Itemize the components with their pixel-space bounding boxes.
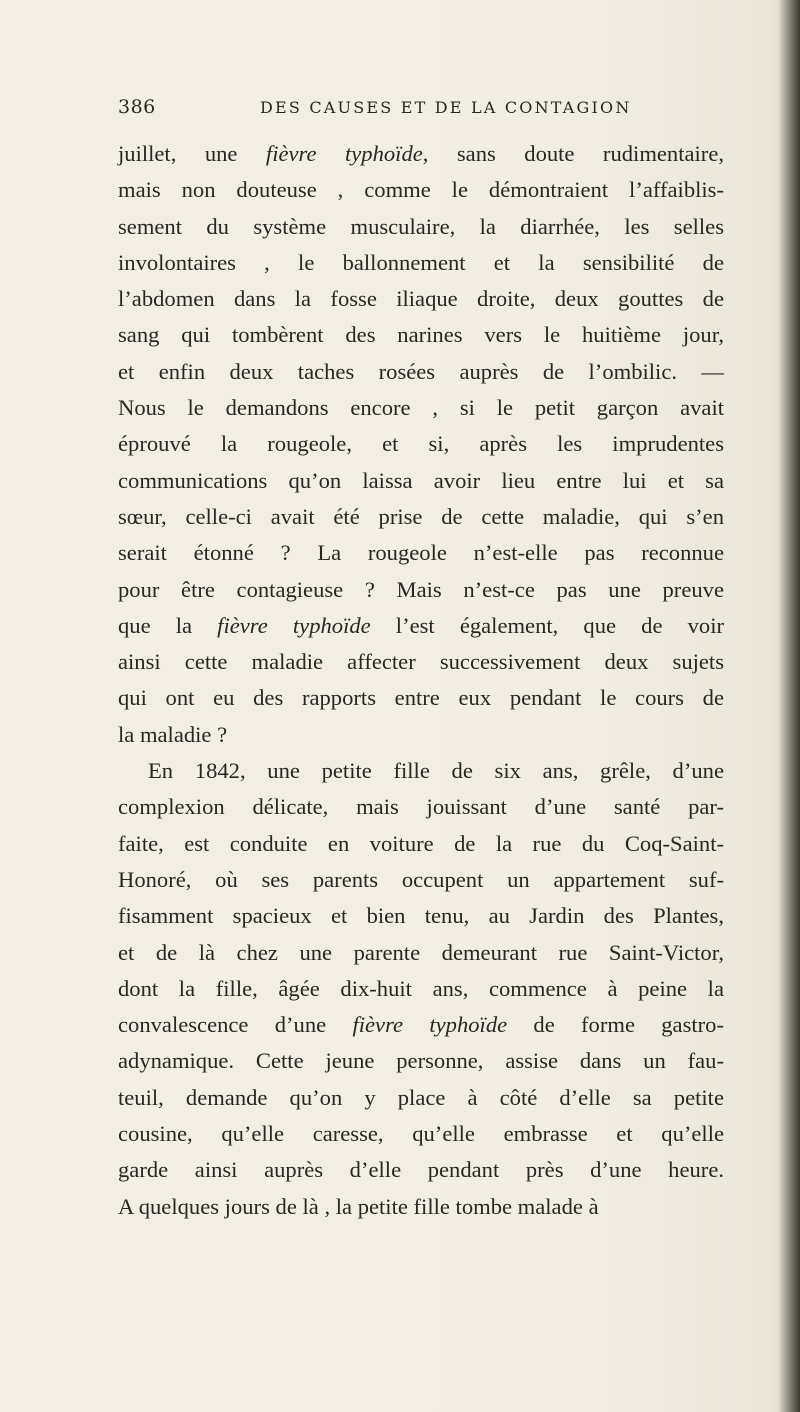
text-line: [118, 136, 724, 172]
text-segment: dont la fille, âgée dix-huit ans, commence à peine la: [118, 975, 724, 1001]
text-line: [118, 390, 724, 426]
text-line: [118, 463, 724, 499]
text-segment: cousine, qu’elle caresse, qu’elle embrasse et qu’elle: [118, 1121, 724, 1147]
text-segment: l’abdomen dans la fosse iliaque droite, deux gouttes de: [118, 286, 724, 312]
text-line: [118, 209, 724, 245]
text-line: [118, 499, 724, 535]
text-segment: que la: [118, 612, 218, 638]
page-number: 386: [118, 96, 156, 118]
text-segment: garde ainsi auprès d’elle pendant près d’une heure.: [118, 1157, 724, 1183]
italic-text: fièvre typhoïde: [217, 612, 371, 638]
text-line: [118, 1116, 724, 1152]
text-segment: l’est également, que de voir: [370, 612, 724, 638]
text-segment: Honoré, où ses parents occupent un appartement suf-: [118, 866, 724, 892]
text-line: [118, 317, 724, 353]
text-segment: qui ont eu des rapports entre eux pendant le cours de: [118, 685, 724, 711]
text-line: [118, 789, 724, 825]
text-segment: adynamique. Cette jeune personne, assise dans un fau-: [118, 1048, 724, 1074]
text-segment: juillet, une: [118, 141, 266, 166]
italic-text: fièvre typhoïde: [352, 1012, 508, 1038]
text-segment: pour être contagieuse ? Mais n’est-ce pas une preuve: [118, 576, 724, 602]
text-line: [118, 172, 724, 208]
text-segment: et enfin deux taches rosées auprès de l’ombilic. —: [118, 358, 724, 384]
text-segment: En 1842, une petite fille de six ans, grêle, d’une: [148, 758, 724, 784]
text-line: [118, 426, 724, 462]
binding-shadow: [778, 0, 800, 1412]
text-segment: la maladie ?: [118, 721, 228, 747]
text-segment: éprouvé la rougeole, et si, après les imprudentes: [118, 431, 724, 457]
text-line: [118, 971, 724, 1007]
text-line: [118, 1007, 724, 1043]
text-line: [118, 753, 724, 789]
text-segment: de forme gastro-: [507, 1012, 724, 1038]
text-line: [118, 1080, 724, 1116]
text-segment: teuil, demande qu’on y place à côté d’elle sa petite: [118, 1084, 724, 1110]
text-segment: ainsi cette maladie affecter successivement deux sujets: [118, 649, 724, 675]
text-line: [118, 826, 724, 862]
text-segment: faite, est conduite en voiture de la rue du Coq-Saint-: [118, 830, 724, 856]
text-line: [118, 281, 724, 317]
text-line: [118, 572, 724, 608]
text-segment: communications qu’on laissa avoir lieu entre lui et sa: [118, 467, 724, 493]
text-line: [118, 1189, 724, 1225]
running-title: DES CAUSES ET DE LA CONTAGION: [260, 98, 632, 117]
text-segment: complexion délicate, mais jouissant d’une santé par-: [118, 794, 724, 820]
text-line: [118, 717, 724, 753]
text-segment: serait étonné ? La rougeole n’est-elle pas reconnue: [118, 540, 724, 566]
text-segment: sang qui tombèrent des narines vers le huitième jour,: [118, 322, 724, 348]
text-line: [118, 354, 724, 390]
text-segment: sement du système musculaire, la diarrhée, les selles: [118, 213, 724, 239]
italic-text: fièvre typhoïde: [265, 141, 423, 166]
body-text: [118, 136, 724, 1225]
text-line: [118, 862, 724, 898]
text-segment: A quelques jours de là , la petite fille tombe malade à: [118, 1193, 599, 1219]
text-line: [118, 898, 724, 934]
text-line: [118, 680, 724, 716]
text-segment: et de là chez une parente demeurant rue Saint-Victor,: [118, 939, 724, 965]
text-segment: sœur, celle-ci avait été prise de cette maladie, qui s’en: [118, 503, 724, 529]
text-line: [118, 245, 724, 281]
text-segment: fisamment spacieux et bien tenu, au Jardin des Plantes,: [118, 903, 724, 929]
text-line: [118, 608, 724, 644]
text-line: [118, 1152, 724, 1188]
text-segment: convalescence d’une: [118, 1012, 353, 1038]
text-segment: involontaires , le ballonnement et la sensibilité de: [118, 249, 724, 275]
text-segment: Nous le demandons encore , si le petit garçon avait: [118, 395, 724, 421]
text-line: [118, 644, 724, 680]
text-line: [118, 1043, 724, 1079]
text-line: [118, 535, 724, 571]
text-segment: , sans doute rudimentaire,: [422, 141, 725, 166]
page-header: [118, 96, 758, 126]
text-segment: mais non douteuse , comme le démontraient l’affaiblis-: [118, 177, 724, 203]
text-line: [118, 935, 724, 971]
